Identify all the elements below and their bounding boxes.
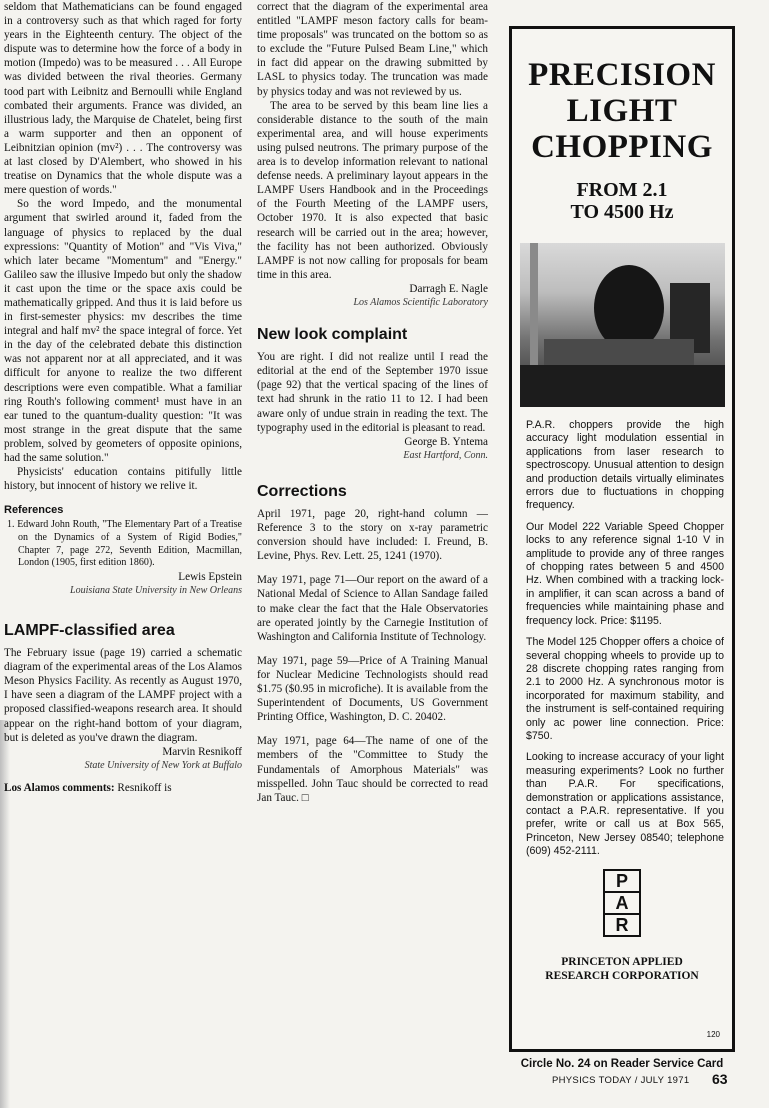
column-left: [4, 0, 242, 795]
paragraph: The February issue (page 19) carried a schematic diagram of the experimental areas of the Los Alamos Meson Physics Facility. As recently as August 1970, I have seen a diagram of the LAMPF project with a proposed classified-weapons research area. It should appear on the right-hand bottom of your diagram, but is deleted as you've drawn the diagram.: [4, 647, 242, 744]
letter-affiliation: Los Alamos Scientific Laboratory: [353, 296, 488, 308]
ad-paragraph: P.A.R. choppers provide the high accuracy light modulation essential in applications from laser research to spectroscopy. Unusual attention to design and production details virtually eliminates errors due to fluctuations in chopping frequency.: [526, 419, 724, 512]
correction-text: May 1971, page 64—The name of one of the members of the "Committee to Study the Fundamentals of Amorphous Materials" was misspelled. John Tauc should be corrected to read Jan Tauc.: [257, 735, 488, 804]
ad-paragraph: Looking to increase accuracy of your light measuring experiments? Look no further than P.A.R. For specifications, demonstration or applications assistance, contact a P.A.R. representative. If you prefer, write or call us at Box 565, Princeton, New Jersey 08540; telephone (609) 452-2111.: [526, 751, 724, 858]
paragraph: seldom that Mathematicians can be found engaged in a controversy such as that which raged for forty years in the Eighteenth century. The object of the dispute was to determine how the force of a body in motion (Impedo) was to be measured . . . All Europe was divided between the rival theories. Germany tood part with Leibnitz and Bernoulli while England combated their arguments. France was divided, an illustrious lady, the Marquise de Chatelet, being first a warm supporter and then an opponent of Leibnitzian opinion (mv²) . . . The controversy was at last closed by D'Alembert, who showed in his treatise on Dynamics that the whole dispute was a mere question of words.": [4, 1, 242, 197]
ad-subheadline: [512, 179, 732, 223]
ad-code: 120: [706, 1030, 720, 1039]
ad-headline-line: CHOPPING: [531, 129, 713, 165]
letter-signature: Darragh E. Nagle: [409, 282, 488, 295]
column-middle: [257, 0, 488, 805]
correction-item: May 1971, page 59—Price of A Training Manual for Nuclear Medicine Technologists should read $1.75 ($0.95 in microfiche). It is available from the Superintendent of Documents, US Government Printing Office, Washington, D. C. 20402.: [257, 654, 488, 724]
paragraph: You are right. I did not realize until I read the editorial at the end of the September 1970 issue (page 92) that the vertical spacing of the lines of text had shrunk in the ratio 11 to 12. I had been aware only of undue strain in reading the text. The typography used in the editorial is pleasant to read.: [257, 351, 488, 434]
ad-headline: [512, 57, 732, 165]
paragraph: Physicists' education contains pitifully little history, but innocent of history we relive it.: [4, 466, 242, 493]
company-line: RESEARCH CORPORATION: [545, 969, 699, 982]
section-heading-lampf: LAMPF-classified area: [4, 621, 175, 639]
letter-affiliation: East Hartford, Conn.: [403, 449, 488, 461]
paragraph: [4, 781, 242, 795]
ad-company-name: [512, 955, 732, 983]
letter-signature: Marvin Resnikoff: [162, 745, 242, 758]
paragraph: The area to be served by this beam line lies a considerable distance to the south of the main experimental area, and will house experiments using pulsed neutrons. The primary purpose of the area is to develop information relevant to national defense needs. A preliminary layout appears in the LAMPF Users Handbook and in the Proceedings of the Fourth Meeting of the LAMPF users, October 1970. It is also expected that basic research will be carried out in the area; however, the facility has not been authorized. Obviously LAMPF is not now calling for proposals for beam time in this area.: [257, 99, 488, 281]
journal-footer: PHYSICS TODAY / JULY 1971: [552, 1075, 690, 1086]
section-heading-new-look: New look complaint: [257, 326, 408, 344]
ad-subheadline-line: TO 4500 Hz: [570, 201, 674, 223]
ad-headline-line: LIGHT: [566, 93, 678, 129]
advertisement: [509, 26, 735, 1052]
bold-lead-in: Los Alamos comments:: [4, 781, 115, 794]
letter-signature: George B. Yntema: [404, 435, 488, 448]
correction-item: May 1971, page 71—Our report on the award of a National Medal of Science to Allan Sandage failed to make clear the fact that the Hale Observatories are operated jointly by the Carnegie Institution of Washington and California Institute of Technology.: [257, 574, 488, 643]
references-heading: References: [4, 504, 64, 517]
logo-letter: P: [605, 871, 639, 893]
ad-headline-line: PRECISION: [528, 57, 716, 93]
letter-affiliation: Louisiana State University in New Orleans: [70, 584, 242, 596]
reader-service-note: Circle No. 24 on Reader Service Card: [520, 1058, 724, 1070]
ad-subheadline-line: FROM 2.1: [576, 179, 668, 201]
letter-affiliation: State University of New York at Buffalo: [84, 759, 242, 771]
end-mark-icon: □: [301, 791, 309, 804]
ad-body: [512, 419, 732, 859]
ad-paragraph: The Model 125 Chopper offers a choice of several chopping wheels to provide up to 28 discrete chopping rates ranging from 2.1 to 2000 Hz. A synchronous motor is incorporated for maximum stability, and the instrument is self-contained requiring only ac power line connection. Price: $750.: [526, 636, 724, 742]
reference-item: 1. Edward John Routh, "The Elementary Part of a Treatise on the Dynamics of a System of Rigid Bodies," Chapter 7, page 272, Seventh Edition, Macmillan, London (1905, first edition 1860).: [7, 519, 242, 569]
paragraph: correct that the diagram of the experimental area entitled "LAMPF meson factory calls for beam-time proposals" was truncated on the bottom so as to exclude the "Future Pulsed Beam Line," which in fact did appear on the drawing submitted by LASL to physics today. The truncation was made by physics today and was not reviewed by us.: [257, 1, 488, 98]
page-number: 63: [712, 1071, 728, 1087]
ad-paragraph: Our Model 222 Variable Speed Chopper locks to any reference signal 1-10 V in amplitude to provide any of three ranges of chopping rates between 5 and 4500 Hz. When combined with a tracking lock-in amplifier, it can scan across a band of frequencies while maintaining phase and frequency lock. Price: $1195.: [526, 520, 724, 627]
section-heading-corrections: Corrections: [257, 482, 347, 500]
paragraph: So the word Impedo, and the monumental argument that swirled around it, faded from the language of physics to replaced by the dual expressions: "Quantity of Motion" and "Vis Viva," which later became "Momentum" and "Energy." Galileo saw the illusive Impedo but only the shadow it cast upon the time or the space axis could be mathematically gripped. And thus it is laid before us in first-semester physics: mv describes the time integral and half mv² the space integral of force. Yet in the day of the celebrated debate this distinction was not apparent nor at all appreciated, and it was difficult for anyone to realize the two different descriptions were even compatible. What a familiar ring Routh's following comment¹ must have in an ear tuned to the quantum-duality question: "It was most strange in the great dispute that the same problem, solved by geometers of opposite opinions, had the same solution.": [4, 198, 242, 464]
logo-letter: R: [615, 914, 629, 935]
logo-letter: A: [605, 893, 639, 915]
correction-item: [257, 734, 488, 804]
letter-signature: Lewis Epstein: [178, 570, 242, 583]
paragraph-text: Resnikoff is: [117, 781, 172, 794]
company-line: PRINCETON APPLIED: [561, 955, 683, 968]
correction-item: April 1971, page 20, right-hand column —Reference 3 to the story on x-ray parametric conversion should have included: I. Freund, B. Levine, Phys. Rev. Lett. 25, 1241 (1970).: [257, 508, 488, 563]
chopper-photo: [520, 243, 725, 407]
par-logo: [603, 869, 641, 937]
